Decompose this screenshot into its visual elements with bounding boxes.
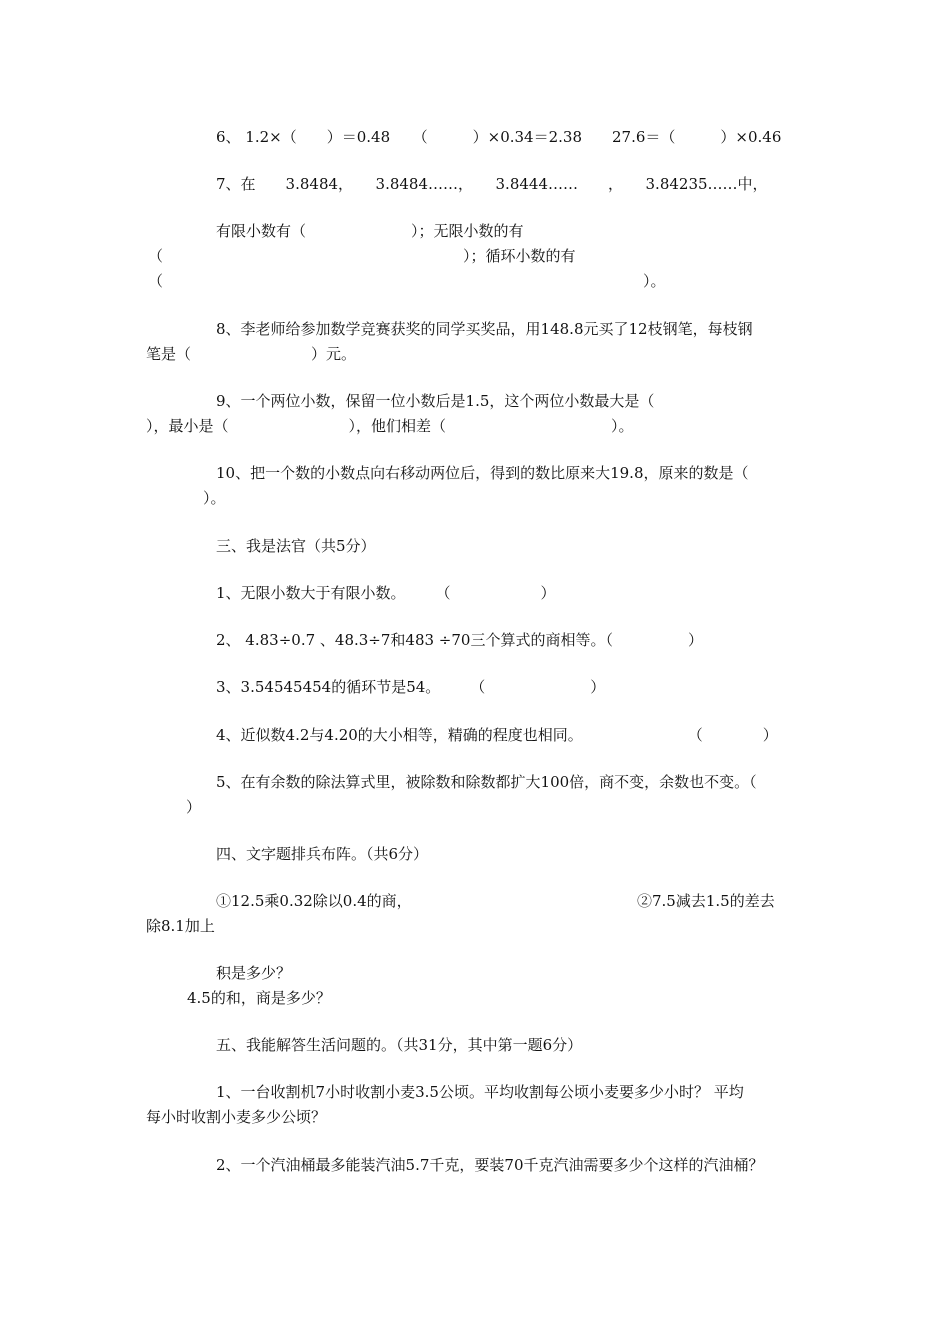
problem-1-line-2: 每小时收割小麦多少公顷？: [146, 1108, 327, 1126]
word-problem-1-line-1: ①12.5乘0.32除以0.4的商，: [216, 892, 412, 910]
word-problem-2-line-2: 除8.1加上: [146, 917, 215, 935]
question-10-line-2: ）。: [203, 489, 226, 507]
question-9-line-2: ），最小是（ ），他们相差（ ）。: [146, 417, 634, 435]
judge-5-line-1: 5、在有余数的除法算式里，被除数和除数都扩大100倍，商不变，余数也不变。（: [216, 773, 757, 791]
word-problem-1-line-2: 积是多少？: [216, 964, 292, 982]
word-problem-2-line-3: 4.5的和，商是多少？: [187, 989, 331, 1007]
section-4-title: 四、文字题排兵布阵。（共6分）: [216, 845, 429, 863]
judge-4: 4、近似数4.2与4.20的大小相等，精确的程度也相同。 （ ）: [216, 726, 778, 744]
judge-5-line-2: ）: [186, 798, 202, 816]
judge-3: 3、3.54545454的循环节是54。 （ ）: [216, 678, 606, 696]
problem-1-line-1: 1、一台收割机7小时收割小麦3.5公顷。平均收割每公顷小麦要多少小时？ 平均: [216, 1083, 744, 1101]
word-problem-2-line-1: ②7.5减去1.5的差去: [637, 892, 775, 910]
question-9-line-1: 9、一个两位小数，保留一位小数后是1.5，这个两位小数最大是（: [216, 392, 655, 410]
question-10-line-1: 10、把一个数的小数点向右移动两位后，得到的数比原来大19.8，原来的数是（: [216, 464, 749, 482]
judge-2: 2、 4.83÷0.7 、48.3÷7和483 ÷70三个算式的商相等。（ ）: [216, 631, 703, 649]
section-5-title: 五、我能解答生活问题的。（共31分，其中第一题6分）: [216, 1036, 583, 1054]
problem-2: 2、一个汽油桶最多能装汽油5.7千克，要装70千克汽油需要多少个这样的汽油桶？: [216, 1156, 764, 1174]
section-3-title: 三、我是法官（共5分）: [216, 537, 376, 555]
judge-1: 1、无限小数大于有限小数。 （ ）: [216, 584, 556, 602]
question-6: 6、 1.2×（ ）＝0.48 （ ）×0.34＝2.38 27.6＝（ ）×0.46: [216, 128, 782, 146]
question-7-line-4: （ ）。: [148, 272, 666, 290]
question-7-line-1: 7、在 3.8484， 3.8484……， 3.8444…… ， 3.84235……中，: [216, 175, 768, 193]
question-7-line-3: （ ）；循环小数的有: [148, 247, 576, 265]
question-8-line-2: 笔是（ ）元。: [146, 345, 357, 363]
question-8-line-1: 8、李老师给参加数学竞赛获奖的同学买奖品，用148.8元买了12枝钢笔，每枝钢: [216, 320, 753, 338]
question-7-line-2: 有限小数有（ ）；无限小数的有: [216, 222, 524, 240]
